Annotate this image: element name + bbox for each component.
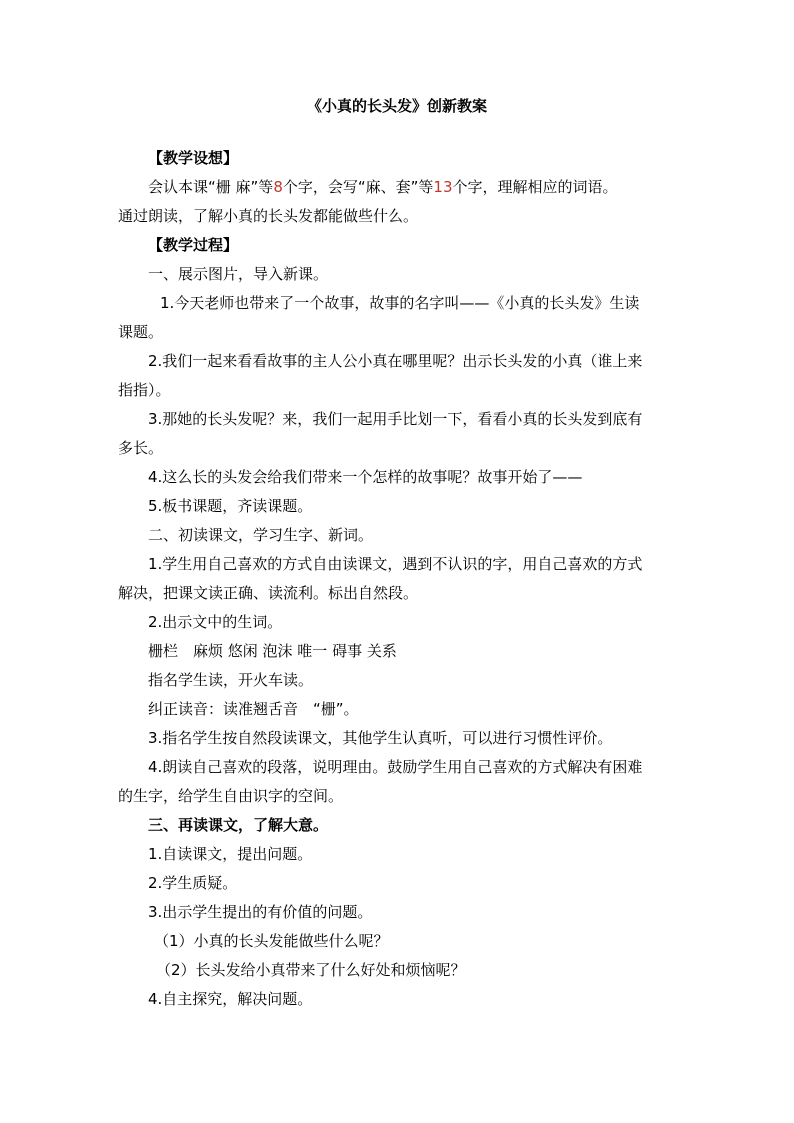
paragraph-line: 课题。 [118, 323, 164, 341]
paragraph-line: 指名学生读，开火车读。 [148, 671, 314, 689]
text-span: 个字，会写“麻、套”等 [282, 178, 434, 196]
paragraph-line: 二、初读课文，学习生字、新词。 [148, 526, 374, 544]
paragraph-line: 的生字，给学生自由识字的空间。 [118, 787, 344, 805]
paragraph-line: 5.板书课题，齐读课题。 [148, 497, 313, 515]
paragraph-line: 通过朗读，了解小真的长头发都能做些什么。 [118, 207, 419, 225]
question-line: （1）小真的长头发能做些什么呢？ [154, 932, 389, 950]
question-line: （2）长头发给小真带来了什么好处和烦恼呢？ [156, 961, 466, 979]
paragraph-line: 4.朗读自己喜欢的段落，说明理由。鼓励学生用自己喜欢的方式解决有困难 [148, 758, 643, 776]
paragraph-line: 2.学生质疑。 [148, 874, 238, 892]
paragraph-line: 2.出示文中的生词。 [148, 613, 283, 631]
paragraph-line: 1.学生用自己喜欢的方式自由读课文，遇到不认识的字，用自己喜欢的方式 [148, 555, 643, 573]
paragraph-line: 解决，把课文读正确、读流利。标出自然段。 [118, 584, 419, 602]
section-heading-process: 【教学过程】 [148, 236, 239, 254]
number-highlight: 8 [273, 178, 283, 196]
paragraph-line: 多长。 [118, 439, 164, 457]
paragraph-line: 纠正读音：读准翘舌音 “栅”。 [148, 700, 359, 718]
document-title: 《小真的长头发》创新教案 [306, 97, 487, 115]
paragraph-line: 1.自读课文，提出问题。 [148, 845, 313, 863]
paragraph-line: 4.自主探究，解决问题。 [148, 990, 313, 1008]
paragraph-line: 1.今天老师也带来了一个故事，故事的名字叫——《小真的长头发》生读 [160, 294, 640, 312]
paragraph-line [118, 173, 678, 202]
paragraph-line: 一、展示图片，导入新课。 [148, 265, 329, 283]
text-span: 会认本课“栅 麻”等 [148, 178, 274, 196]
paragraph-line: 3.指名学生按自然段读课文，其他学生认真听，可以进行习惯性评价。 [148, 729, 613, 747]
section-heading-design: 【教学设想】 [148, 149, 239, 167]
document-body [118, 144, 678, 1014]
paragraph-line: 4.这么长的头发会给我们带来一个怎样的故事呢？故事开始了—— [148, 468, 583, 486]
section-heading-reread: 三、再读课文，了解大意。 [148, 816, 329, 834]
paragraph-line: 3.那她的长头发呢？来，我们一起用手比划一下，看看小真的长头发到底有 [148, 410, 643, 428]
paragraph-line: 2.我们一起来看看故事的主人公小真在哪里呢？出示长头发的小真（谁上来 [148, 352, 643, 370]
vocabulary-line: 栅栏 麻烦 悠闲 泡沫 唯一 碍事 关系 [148, 642, 397, 660]
paragraph-line: 3.出示学生提出的有价值的问题。 [148, 903, 373, 921]
paragraph-line: 指指）。 [118, 381, 171, 399]
number-highlight: 13 [433, 178, 453, 196]
text-span: 个字，理解相应的词语。 [452, 178, 618, 196]
